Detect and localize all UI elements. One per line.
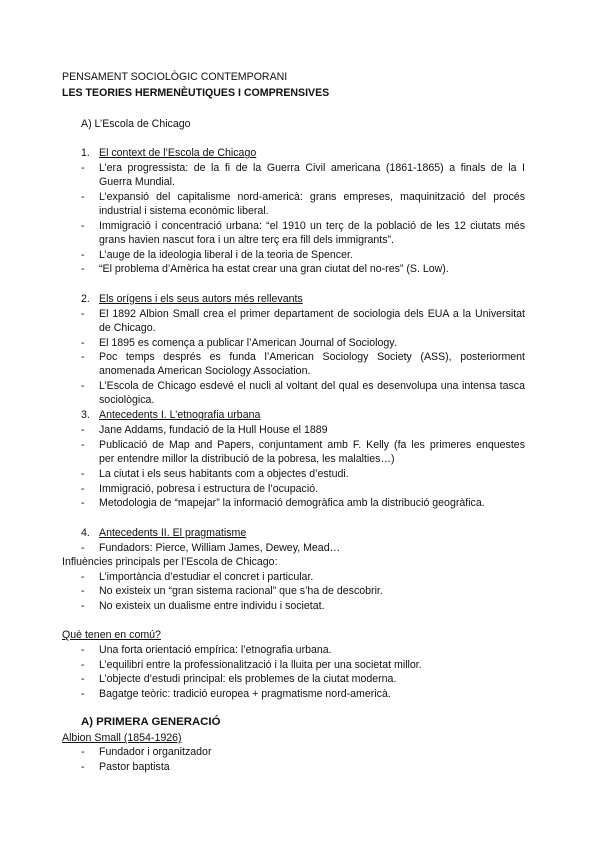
bullet-dash: - <box>81 600 85 612</box>
list-item-text: Fundadors: Pierce, William James, Dewey, Mead… <box>99 542 341 554</box>
section-heading-origins: Els orígens i els seus autors més rellevants <box>99 293 303 305</box>
list-item-text: Metodologia de “mapejar” la informació demogràfica amb la distribució geogràfica. <box>99 497 485 509</box>
list-item-text: No existeix un “gran sistema racional” que s’ha de descobrir. <box>99 585 383 597</box>
list-item-text: L’objecte d’estudi principal: els problemes de la ciutat moderna. <box>99 673 397 685</box>
bullet-dash: - <box>81 439 85 451</box>
list-item-text: L’importància d’estudiar el concret i particular. <box>99 571 314 583</box>
doc-title: PENSAMENT SOCIOLÒGIC CONTEMPORANI <box>62 71 288 83</box>
list-item-text: La ciutat i els seus habitants com a objectes d’estudi. <box>99 468 349 480</box>
bullet-dash: - <box>81 688 85 700</box>
list-item-text-cont: grans havien nascut fora i un altre terç era fill dels immigrants”. <box>99 234 394 246</box>
list-item-text: L’era progressista: de la fi de la Guerra Civil americana (1861-1865) a finals de la I <box>99 162 525 174</box>
bullet-dash: - <box>81 351 85 363</box>
bullet-dash: - <box>81 468 85 480</box>
list-item-text: L’Escola de Chicago esdevé el nucli al voltant del qual es desenvolupa una intensa tasca <box>99 380 525 392</box>
bullet-dash: - <box>81 191 85 203</box>
bullet-dash: - <box>81 571 85 583</box>
person-heading: Albion Small (1854-1926) <box>62 732 182 744</box>
doc-subtitle: LES TEORIES HERMENÈUTIQUES I COMPRENSIVES <box>62 87 330 99</box>
list-item-text: L’equilibri entre la professionalització i la lluita per una societat millor. <box>99 659 422 671</box>
bullet-dash: - <box>81 483 85 495</box>
section-number: 2. <box>81 293 90 305</box>
list-item-text: Una forta orientació empírica: l’etnografia urbana. <box>99 644 332 656</box>
list-item-text-cont: Guerra Mundial. <box>99 176 175 188</box>
bullet-dash: - <box>81 497 85 509</box>
list-item-text: El 1895 es comença a publicar l’American Journal of Sociology. <box>99 337 397 349</box>
section-heading-chicago: A) L’Escola de Chicago <box>81 118 191 130</box>
bullet-dash: - <box>81 424 85 436</box>
bullet-dash: - <box>81 761 85 773</box>
list-item-text: Fundador i organitzador <box>99 746 212 758</box>
bullet-dash: - <box>81 249 85 261</box>
section-heading-pragmatism: Antecedents II. El pragmatisme <box>99 527 247 539</box>
list-item-text-cont: anomenada American Sociology Association. <box>99 365 311 377</box>
list-item-text: L’auge de la ideologia liberal i de la teoria de Spencer. <box>99 249 353 261</box>
list-item-text: Immigració i concentració urbana: “el 1910 un terç de la població de les 12 ciutats més <box>99 220 525 232</box>
list-item-text: Publicació de Map and Papers, conjuntament amb F. Kelly (fa les primeres enquestes <box>99 439 525 451</box>
list-item-text: Immigració, pobresa i estructura de l’ocupació. <box>99 483 319 495</box>
list-item-text: L’expansió del capitalisme nord-americà: grans empreses, maquinització del procés <box>99 191 525 203</box>
section-heading-context: El context de l’Escola de Chicago <box>99 147 257 159</box>
bullet-dash: - <box>81 585 85 597</box>
list-item-text: El 1892 Albion Small crea el primer departament de sociologia dels EUA a la Universitat <box>99 308 525 320</box>
list-item-text: No existeix un dualisme entre individu i societat. <box>99 600 325 612</box>
list-item-text: Jane Addams, fundació de la Hull House el 1889 <box>99 424 328 436</box>
bullet-dash: - <box>81 673 85 685</box>
bullet-dash: - <box>81 746 85 758</box>
influences-intro: Influències principals per l’Escola de Chicago: <box>62 556 278 568</box>
bullet-dash: - <box>81 644 85 656</box>
list-item-text: Pastor baptista <box>99 761 170 773</box>
generation-heading: A) PRIMERA GENERACIÓ <box>81 716 221 728</box>
section-number: 1. <box>81 147 90 159</box>
list-item-text-cont: industrial i sistema econòmic liberal. <box>99 205 269 217</box>
section-number: 3. <box>81 409 90 421</box>
section-number: 4. <box>81 527 90 539</box>
list-item-text-cont: de Chicago. <box>99 322 156 334</box>
list-item-text-cont: sociològica. <box>99 394 155 406</box>
list-item-text: Poc temps després es funda l’American Sociology Society (ASS), posteriorment <box>99 351 525 363</box>
bullet-dash: - <box>81 308 85 320</box>
bullet-dash: - <box>81 162 85 174</box>
common-heading: Què tenen en comú? <box>62 629 161 641</box>
list-item-text: “El problema d’Amèrica ha estat crear una gran ciutat del no-res” (S. Low). <box>99 263 449 275</box>
bullet-dash: - <box>81 542 85 554</box>
section-heading-ethnography: Antecedents I. L’etnografia urbana <box>99 409 261 421</box>
bullet-dash: - <box>81 659 85 671</box>
bullet-dash: - <box>81 220 85 232</box>
list-item-text: Bagatge teòric: tradició europea + pragmatisme nord-americà. <box>99 688 391 700</box>
bullet-dash: - <box>81 337 85 349</box>
list-item-text-cont: per entendre millor la distribució de la pobresa, les malalties…) <box>99 453 395 465</box>
bullet-dash: - <box>81 263 85 275</box>
bullet-dash: - <box>81 380 85 392</box>
